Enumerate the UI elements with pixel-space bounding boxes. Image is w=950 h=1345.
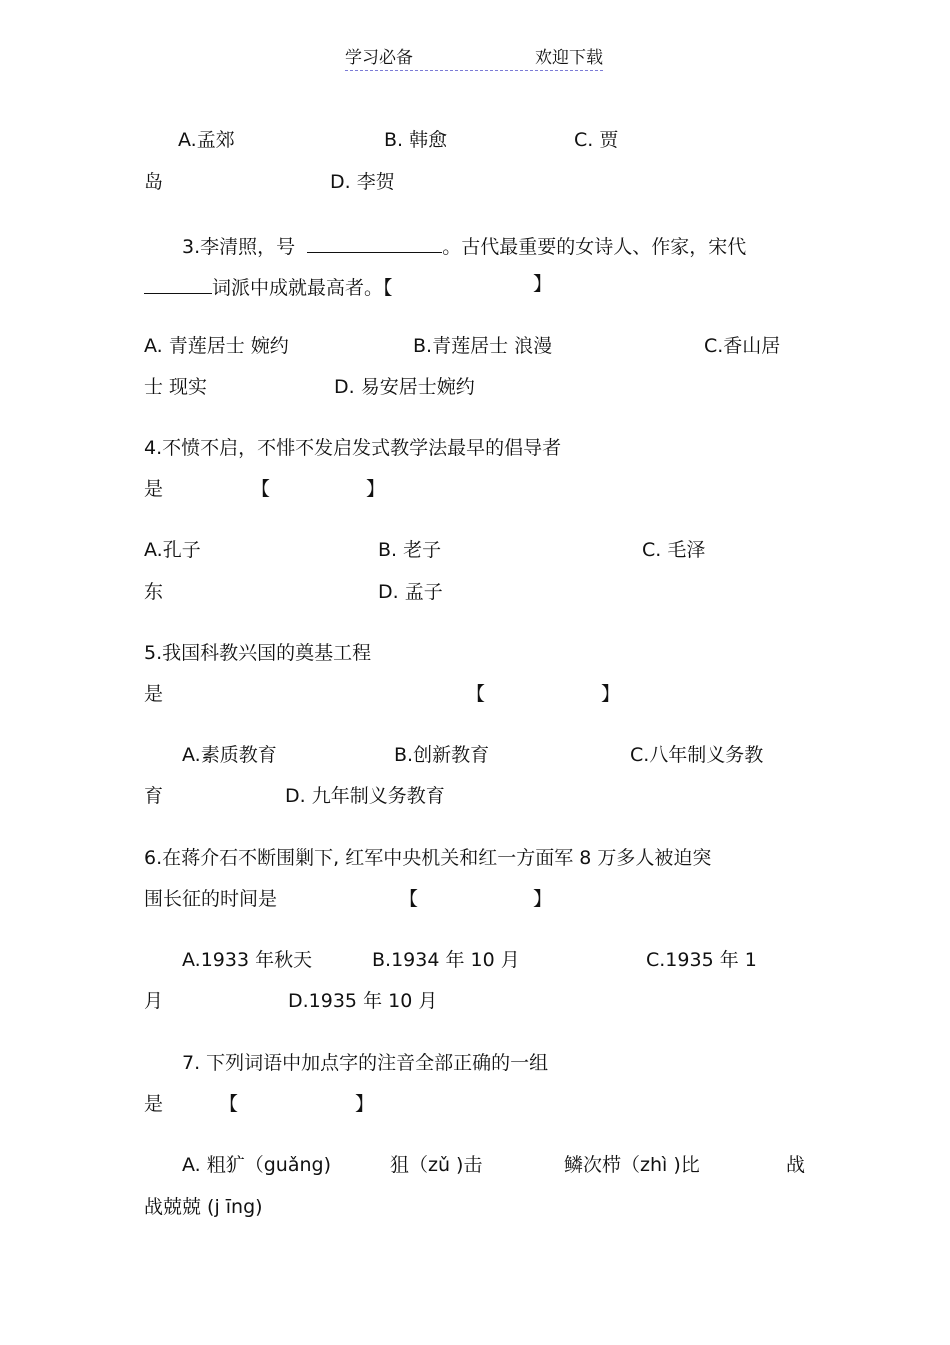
q7-bracket-open: 【 [219, 1093, 239, 1115]
q6-option-c-continued: 月 [144, 990, 164, 1012]
q4-bracket-close: 】 [366, 478, 386, 500]
q2-option-b: B. 韩愈 [384, 129, 448, 151]
q3-option-c: C.香山居 [704, 335, 781, 357]
q5-option-c-continued: 育 [144, 785, 164, 807]
q5-stem-continued: 是 [144, 683, 164, 705]
q3-answer-blank-1[interactable] [307, 234, 442, 253]
q3-stem-part1: 3.李清照，号 [182, 236, 296, 258]
q7-option-a-word4: 战 [786, 1154, 806, 1176]
q7-bracket-close: 】 [355, 1093, 375, 1115]
q4-option-c-continued: 东 [144, 581, 164, 603]
q5-bracket-open: 【 [466, 683, 486, 705]
q3-option-a: A. 青莲居士 婉约 [144, 335, 289, 357]
header-left-text: 学习必备 [345, 48, 413, 68]
q6-option-a: A.1933 年秋天 [182, 949, 313, 971]
q3-stem-part2: 。古代最重要的女诗人、作家，宋代 [442, 236, 747, 258]
q6-option-b: B.1934 年 10 月 [372, 949, 520, 971]
q3-stem [182, 234, 746, 257]
q4-bracket-open: 【 [251, 478, 271, 500]
q6-bracket-open: 【 [399, 888, 419, 910]
q7-option-a-word2: 狙（zǔ )击 [390, 1154, 483, 1176]
q6-stem: 6.在蒋介石不断围剿下, 红军中央机关和红一方面军 8 万多人被迫突 [144, 847, 712, 869]
q4-option-c: C. 毛泽 [642, 539, 706, 561]
q6-bracket-close: 】 [533, 888, 553, 910]
q5-bracket-close: 】 [601, 683, 621, 705]
q3-option-d: D. 易安居士婉约 [334, 376, 475, 398]
q4-stem: 4.不愤不启，不悱不发启发式教学法最早的倡导者 [144, 437, 562, 459]
q5-option-b: B.创新教育 [394, 744, 490, 766]
q3-option-b: B.青莲居士 浪漫 [413, 335, 553, 357]
q3-stem-line2 [144, 275, 393, 298]
q7-option-a-word3: 鳞次栉（zhì )比 [564, 1154, 700, 1176]
page-header [345, 50, 603, 72]
q7-option-a-word1: A. 粗犷（guǎng) [182, 1154, 332, 1176]
q7-stem-continued: 是 [144, 1093, 164, 1115]
q7-stem: 7. 下列词语中加点字的注音全部正确的一组 [182, 1052, 549, 1074]
q6-stem-continued: 围长征的时间是 [144, 888, 278, 910]
q7-option-a-continued: 战兢兢 (j īng) [144, 1196, 263, 1218]
q5-option-d: D. 九年制义务教育 [285, 785, 445, 807]
q4-stem-continued: 是 [144, 478, 164, 500]
q2-option-c-continued: 岛 [144, 171, 164, 193]
q5-stem: 5.我国科教兴国的奠基工程 [144, 642, 372, 664]
q3-bracket-close: 】 [533, 273, 553, 295]
q4-option-b: B. 老子 [378, 539, 442, 561]
q5-option-a: A.素质教育 [182, 744, 277, 766]
q5-option-c: C.八年制义务教 [630, 744, 764, 766]
header-dashed-rule [345, 70, 603, 71]
q4-option-d: D. 孟子 [378, 581, 443, 603]
q6-option-c: C.1935 年 1 [646, 949, 757, 971]
q2-option-d: D. 李贺 [330, 171, 395, 193]
q3-option-c-continued: 士 现实 [144, 376, 208, 398]
header-right-text: 欢迎下载 [535, 48, 603, 68]
q3-answer-blank-2[interactable] [144, 275, 212, 294]
q2-option-a: A.孟郊 [178, 129, 235, 151]
q6-option-d: D.1935 年 10 月 [288, 990, 438, 1012]
q4-option-a: A.孔子 [144, 539, 201, 561]
q3-stem-part3: 词派中成就最高者。【 [212, 277, 393, 299]
q2-option-c: C. 贾 [574, 129, 619, 151]
